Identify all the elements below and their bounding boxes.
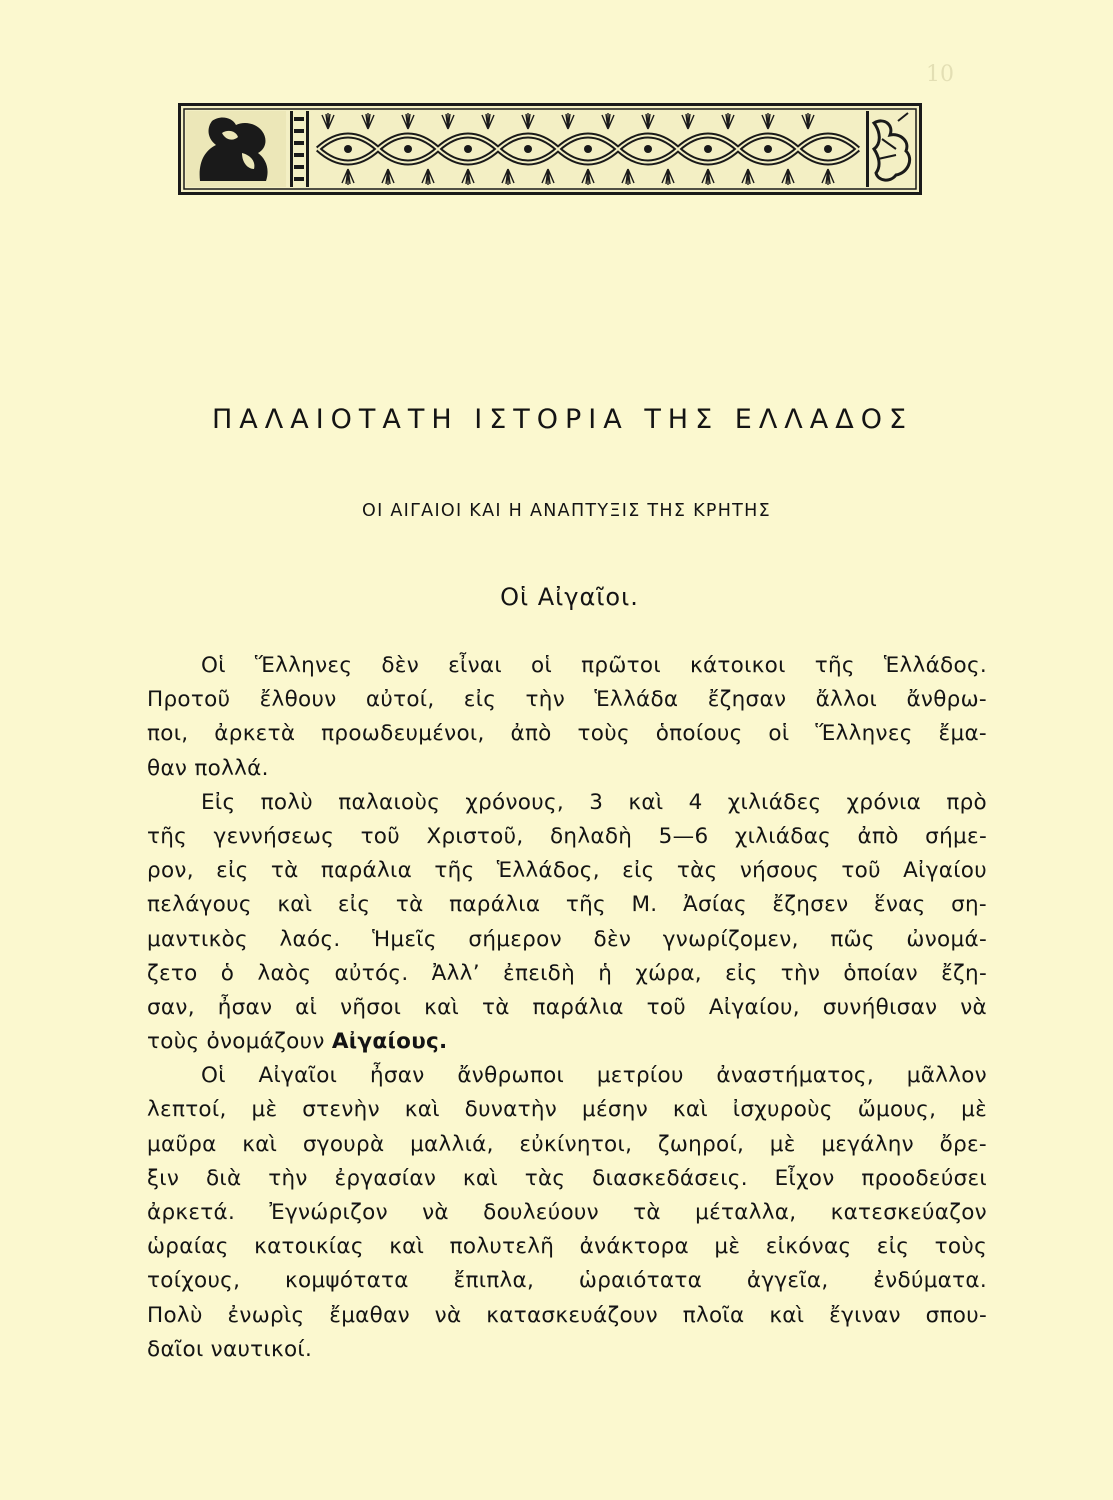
decorative-ornament-banner — [178, 103, 922, 195]
text-line: Οἱ Ἕλληνες δὲν εἶναι οἱ πρῶτοι κάτοικοι τῆς Ἑλλάδος. — [201, 653, 987, 678]
text-line: ποι, ἀρκετὰ προωδευμένοι, ἀπὸ τοὺς ὁποίους οἱ Ἕλληνες ἔμα- — [147, 721, 987, 747]
text-line — [147, 1025, 987, 1059]
text-line: Πολὺ ἐνωρὶς ἔμαθαν νὰ κατασκευάζουν πλοῖα καὶ ἔγιναν σπου- — [147, 1302, 987, 1328]
page-title: ΠΑΛΑΙΟΤΑΤΗ ΙΣΤΟΡΙΑ ΤΗΣ ΕΛΛΑΔΟΣ — [211, 404, 914, 435]
emphasized-term: Αἰγαίους. — [331, 1029, 448, 1055]
section-heading: Οἱ Αἰγαῖοι. — [500, 583, 639, 611]
text-line: μαῦρα καὶ σγουρὰ μαλλιά, εὐκίνητοι, ζωηροί, μὲ μεγάλην ὄρε- — [147, 1131, 987, 1157]
text-line: λεπτοί, μὲ στενὴν καὶ δυνατὴν μέσην καὶ ἰσχυροὺς ὤμους, μὲ — [147, 1097, 987, 1123]
text-line: ζετο ὁ λαὸς αὐτός. Ἀλλ’ ἐπειδὴ ἡ χώρα, εἰς τὴν ὁποίαν ἔζη- — [147, 960, 987, 986]
text-line: θαν πολλά. — [147, 755, 269, 781]
text-line: σαν, ἦσαν αἱ νῆσοι καὶ τὰ παράλια τοῦ Αἰγαίου, συνήθισαν νὰ — [147, 994, 987, 1020]
text-line: Εἰς πολὺ παλαιοὺς χρόνους, 3 καὶ 4 χιλιάδες χρόνια πρὸ — [201, 789, 987, 815]
text-line: τοίχους, κομψότατα ἔπιπλα, ὡραιότατα ἀγγεῖα, ἐνδύματα. — [147, 1268, 987, 1294]
animal-figure-icon — [186, 111, 286, 187]
text-line: ρον, εἰς τὰ παράλια τῆς Ἑλλάδος, εἰς τὰς νήσους τοῦ Αἰγαίου — [147, 858, 987, 884]
text-line: Προτοῦ ἔλθουν αὐτοί, εἰς τὴν Ἑλλάδα ἔζησαν ἄλλοι ἄνθρω- — [147, 687, 987, 713]
text-line: μαντικὸς λαός. Ἡμεῖς σήμερον δὲν γνωρίζομεν, πῶς ὠνομά- — [147, 926, 987, 952]
text-line: ξιν διὰ τὴν ἐργασίαν καὶ τὰς διασκεδάσεις. Εἶχον προοδεύσει — [147, 1165, 987, 1191]
text-line: Οἱ Αἰγαῖοι ἦσαν ἄνθρωποι μετρίου ἀναστήματος, μᾶλλον — [201, 1063, 987, 1089]
text-line: τῆς γεννήσεως τοῦ Χριστοῦ, δηλαδὴ 5—6 χιλιάδας ἀπὸ σήμε- — [147, 823, 987, 849]
page-number: 10 — [926, 62, 954, 87]
chapter-subtitle: ΟΙ ΑΙΓΑΙΟΙ ΚΑΙ Η ΑΝΑΠΤΥΞΙΣ ΤΗΣ ΚΡΗΤΗΣ — [362, 501, 771, 521]
text-line: δαῖοι ναυτικοί. — [147, 1336, 313, 1362]
text-line: ἀρκετά. Ἐγνώριζον νὰ δουλεύουν τὰ μέταλλα, κατεσκεύαζον — [147, 1200, 987, 1225]
body-text — [147, 649, 987, 1367]
text-line: πελάγους καὶ εἰς τὰ παράλια τῆς Μ. Ἀσίας ἔζησεν ἕνας ση- — [147, 892, 987, 918]
text-line: ὡραίας κατοικίας καὶ πολυτελῆ ἀνάκτορα μὲ εἰκόνας εἰς τοὺς — [147, 1234, 987, 1260]
text-line-start: τοὺς ὀνομάζουν — [147, 1029, 325, 1055]
